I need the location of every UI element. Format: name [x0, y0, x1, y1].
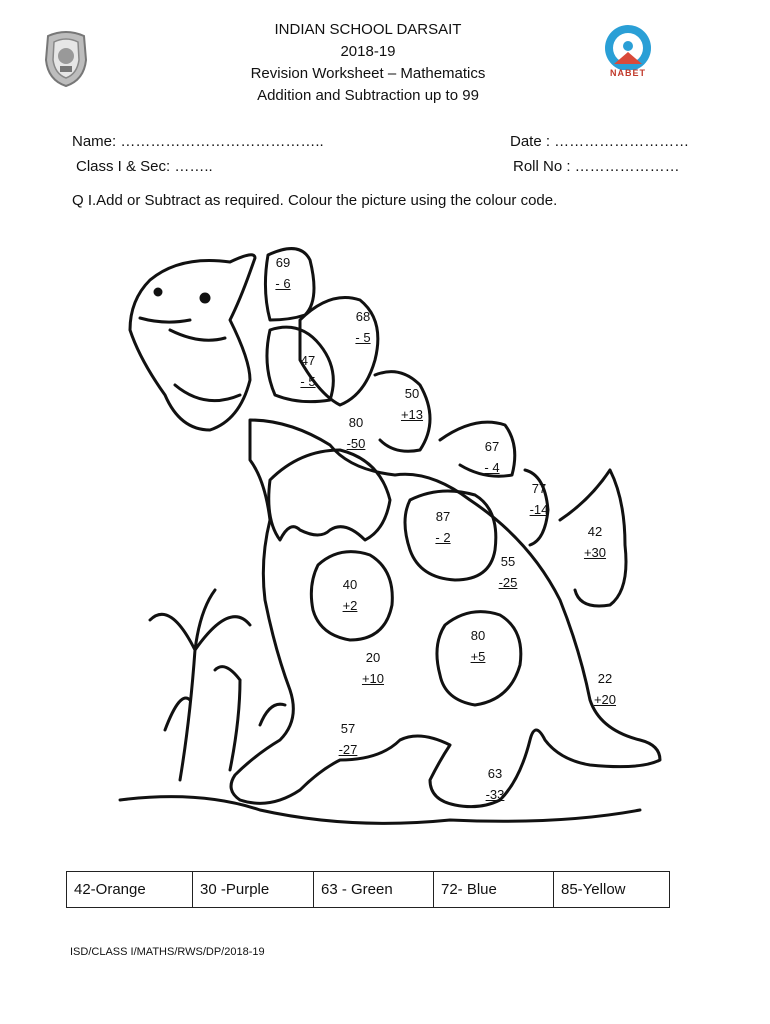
problem-bottom: +30 — [583, 545, 607, 560]
problem-top: 77 — [531, 481, 547, 496]
problem-bottom: +5 — [470, 649, 486, 664]
problem-bottom: +13 — [400, 407, 424, 422]
problem-top: 80 — [470, 628, 486, 643]
problem-bottom: +20 — [593, 692, 617, 707]
footer-code: ISD/CLASS I/MATHS/RWS/DP/2018-19 — [70, 946, 265, 958]
problem-top: 68 — [355, 309, 371, 324]
problem-bottom: - 2 — [435, 530, 451, 545]
problem-bottom: - 4 — [484, 460, 500, 475]
academic-year: 2018-19 — [340, 43, 396, 60]
worksheet-title: Revision Worksheet – Mathematics — [250, 65, 486, 82]
problem-top: 40 — [342, 577, 358, 592]
colour-code-cell: 30 -Purple — [193, 872, 314, 908]
problem-bottom: - 6 — [275, 276, 291, 291]
problem-1 — [253, 252, 313, 294]
problem-3 — [278, 350, 338, 392]
colour-code-cell: 72- Blue — [434, 872, 554, 908]
colour-code-cell: 42-Orange — [67, 872, 193, 908]
problem-top: 20 — [365, 650, 381, 665]
problem-top: 80 — [348, 415, 364, 430]
problem-top: 47 — [300, 353, 316, 368]
problem-top: 50 — [404, 386, 420, 401]
problem-top: 87 — [435, 509, 451, 524]
problem-10 — [478, 551, 538, 593]
class-section-field: Class I & Sec: …….. — [76, 158, 213, 175]
problem-top: 69 — [275, 255, 291, 270]
problem-bottom: - 5 — [355, 330, 371, 345]
colour-code-row — [67, 872, 670, 908]
colour-code-cell: 85-Yellow — [554, 872, 670, 908]
problem-bottom: -27 — [338, 742, 358, 757]
problem-2 — [333, 306, 393, 348]
problem-bottom: -25 — [498, 575, 518, 590]
problem-14 — [575, 668, 635, 710]
problem-13 — [343, 647, 403, 689]
problem-8 — [413, 506, 473, 548]
problem-bottom: - 5 — [300, 374, 316, 389]
problem-bottom: -33 — [485, 787, 505, 802]
problem-top: 57 — [340, 721, 356, 736]
problem-bottom: +2 — [342, 598, 358, 613]
problem-16 — [465, 763, 525, 805]
problem-top: 55 — [500, 554, 516, 569]
problem-15 — [318, 718, 378, 760]
school-name: INDIAN SCHOOL DARSAIT — [274, 21, 462, 38]
nabet-label: NABET — [610, 68, 646, 78]
problem-7 — [509, 478, 569, 520]
roll-no-field: Roll No : ………………… — [513, 158, 680, 175]
worksheet-subtitle: Addition and Subtraction up to 99 — [257, 87, 479, 104]
problem-5 — [326, 412, 386, 454]
problem-top: 42 — [587, 524, 603, 539]
colour-code-table — [66, 871, 670, 908]
problem-bottom: -50 — [346, 436, 366, 451]
problem-top: 63 — [487, 766, 503, 781]
problem-11 — [320, 574, 380, 616]
name-field: Name: ………………………………….. — [72, 133, 324, 150]
problem-top: 22 — [597, 671, 613, 686]
problem-6 — [462, 436, 522, 478]
problem-4 — [382, 383, 442, 425]
colour-code-cell: 63 - Green — [314, 872, 434, 908]
problem-12 — [448, 625, 508, 667]
question-text: Q I.Add or Subtract as required. Colour the picture using the colour code. — [72, 192, 558, 209]
problem-top: 67 — [484, 439, 500, 454]
date-field: Date : ……………………… — [510, 133, 690, 150]
problem-bottom: +10 — [361, 671, 385, 686]
problem-9 — [565, 521, 625, 563]
problem-bottom: -14 — [529, 502, 549, 517]
